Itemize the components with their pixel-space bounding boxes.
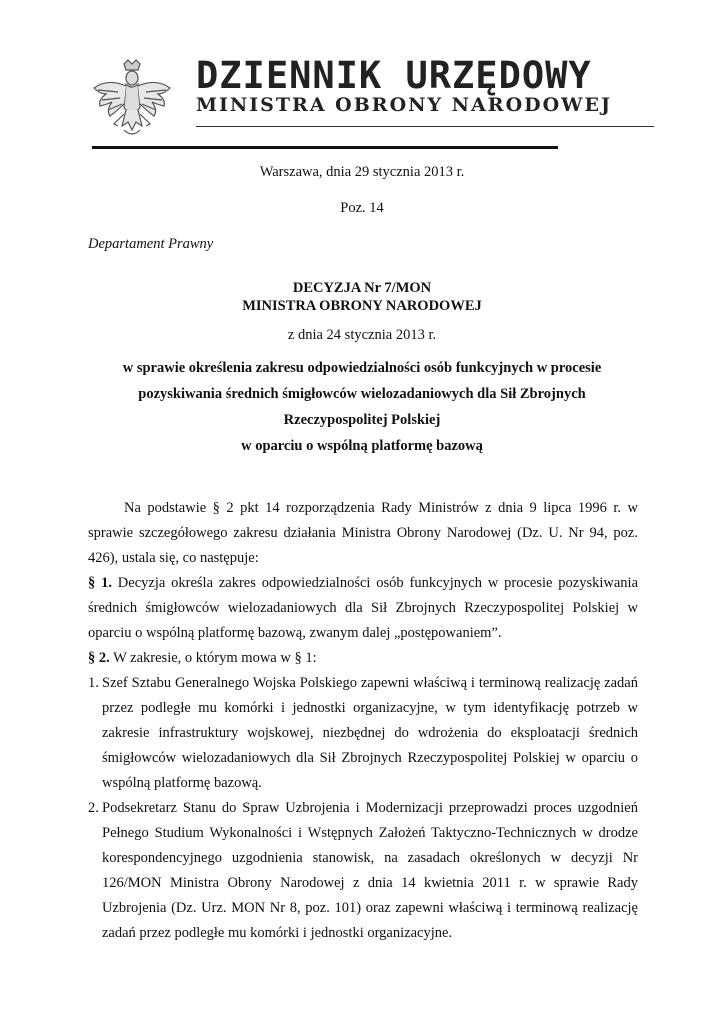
subject-line: Rzeczypospolitej Polskiej: [283, 412, 441, 428]
list-item-text: Podsekretarz Stanu do Spraw Uzbrojenia i Modernizacji przeprowadzi proces uzgodnień Pełnego Studium Wykonalności i Wstępnych Założeń Taktyczno-Technicznych w drodze korespondencyjnego uzgodnienia stanowisk, na zasadach określonych w decyzji Nr 126/MON Ministra Obrony Narodowej z dnia 14 kwietnia 2011 r. w sprawie Rady Uzbrojenia (Dz. Urz. MON Nr 8, poz. 101) oraz zapewni właściwą i terminową realizację zadań przez podległe mu komórki i jednostki organizacyjne.: [102, 800, 638, 941]
publication-subtitle: MINISTRA OBRONY NARODOWEJ: [196, 94, 612, 116]
subject-line: pozyskiwania średnich śmigłowców wielozadaniowych dla Sił Zbrojnych: [138, 386, 586, 402]
polish-eagle-emblem-icon: [88, 58, 176, 142]
list-item-number: 1.: [88, 675, 99, 691]
list-item: [88, 671, 638, 796]
list-item-number: 2.: [88, 800, 99, 816]
list-item-text: Szef Sztabu Generalnego Wojska Polskiego zapewni właściwą i terminową realizację zadań przez podległe mu komórki i jednostki organizacyjne, w tym identyfikację potrzeb w zakresie infrastruktury wojskowej, niezbędnej do wdrożenia do eksploatacji średnich śmigłowców wielozadaniowych dla Sił Zbrojnych Rzeczypospolitej Polskiej w oparciu o wspólną platformę bazową.: [102, 675, 638, 791]
header-divider-thin: [196, 126, 654, 127]
header-divider-thick: [92, 146, 558, 149]
section-text: W zakresie, o którym mowa w § 1:: [109, 650, 317, 666]
department-name: Departament Prawny: [88, 236, 214, 252]
subject-line: w sprawie określenia zakresu odpowiedzialności osób funkcyjnych w procesie: [122, 360, 602, 376]
section-2: [88, 646, 638, 671]
decision-title: DECYZJA Nr 7/MON: [292, 280, 432, 296]
masthead: [84, 54, 660, 154]
decision-body: [88, 496, 638, 946]
preamble-paragraph: Na podstawie § 2 pkt 14 rozporządzenia Rady Ministrów z dnia 9 lipca 1996 r. w sprawie szczegółowego zakresu działania Ministra Obrony Narodowej (Dz. U. Nr 94, poz. 426), ustala się, co następuje:: [88, 500, 638, 566]
section-label: § 1.: [88, 575, 112, 591]
decision-date: z dnia 24 stycznia 2013 r.: [287, 327, 437, 343]
position-number: Poz. 14: [340, 200, 384, 216]
place-and-date: Warszawa, dnia 29 stycznia 2013 r.: [259, 164, 465, 180]
list-item: [88, 796, 638, 946]
section-label: § 2.: [88, 650, 110, 666]
decision-issuer: MINISTRA OBRONY NARODOWEJ: [242, 298, 482, 314]
section-1: [88, 571, 638, 646]
decision-subject: [0, 357, 724, 458]
section-text: Decyzja określa zakres odpowiedzialności osób funkcyjnych w procesie pozyskiwania średnich śmigłowców wielozadaniowych dla Sił Zbrojnych Rzeczypospolitej Polskiej w oparciu o wspólną platformę bazową, zwanym dalej „postępowaniem”.: [88, 575, 639, 641]
subject-line: w oparciu o wspólną platformę bazową: [241, 438, 483, 454]
publication-title: DZIENNIK URZĘDOWY: [196, 54, 592, 97]
